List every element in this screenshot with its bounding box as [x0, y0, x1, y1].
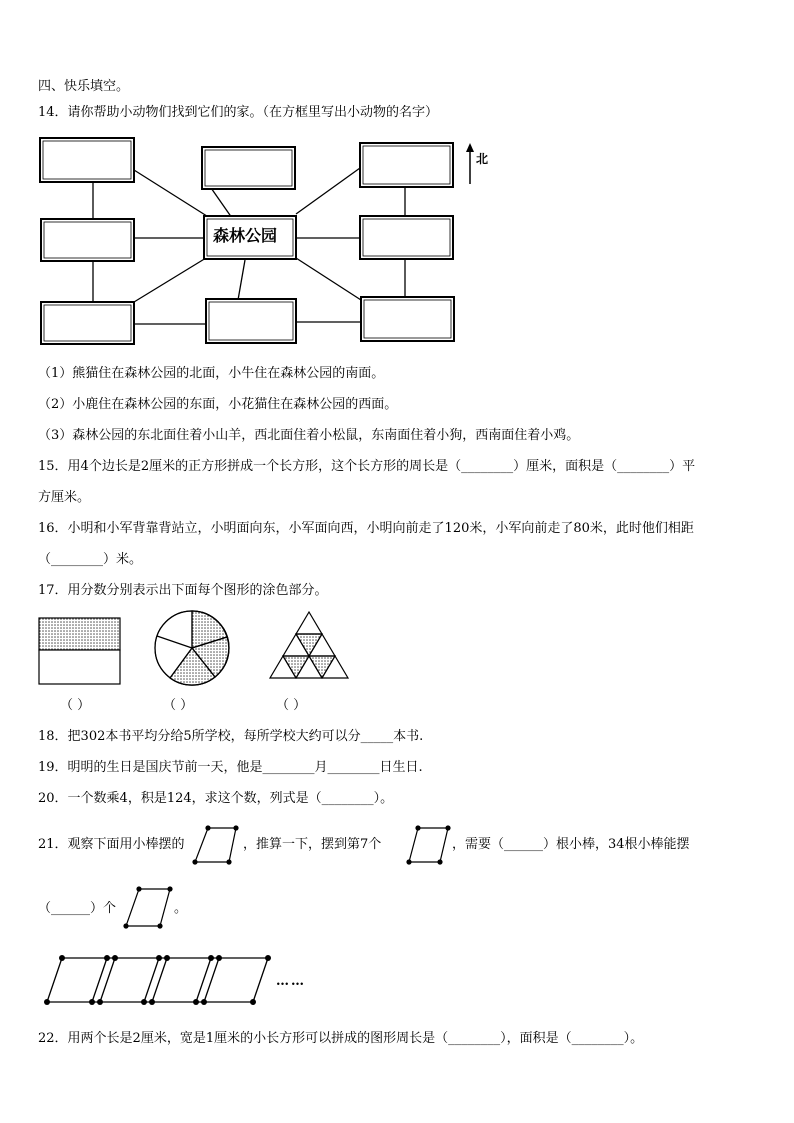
- q14-hint-1: （1）熊猫住在森林公园的北面，小牛住在森林公园的南面。: [38, 366, 385, 381]
- q20: 20．一个数乘4，积是124，求这个数，列式是（________）。: [38, 791, 394, 806]
- q16-line1: 16．小明和小军背靠背站立，小明面向东，小军面向西，小明向前走了120米，小军向前走了80米，此时他们相距: [38, 521, 694, 536]
- center-label: 森林公园: [213, 226, 278, 245]
- q16-line2: （________）米。: [38, 552, 143, 567]
- q17-answer-1[interactable]: （ ）: [60, 698, 91, 713]
- q17-stem: 17．用分数分别表示出下面每个图形的涂色部分。: [38, 583, 328, 598]
- home-box-w: [41, 219, 134, 261]
- home-box-n: [202, 147, 295, 189]
- parallelogram-icon-1: [193, 826, 238, 864]
- q21-part4: （______）个: [38, 901, 117, 916]
- q19: 19．明明的生日是国庆节前一天，他是________月________日生日.: [38, 760, 423, 775]
- q15-line1: 15．用4个边长是2厘米的正方形拼成一个长方形，这个长方形的周长是（________）厘米，面积是（________）平: [38, 459, 696, 474]
- q21-part1: 21．观察下面用小棒摆的: [38, 837, 185, 852]
- q14-stem: 14．请你帮助小动物们找到它们的家。（在方框里写出小动物的名字）: [38, 105, 439, 120]
- figure-circle: [155, 611, 229, 685]
- home-box-se: [361, 297, 454, 341]
- figure-triangle: [270, 612, 348, 678]
- q22: 22．用两个长是2厘米，宽是1厘米的小长方形可以拼成的图形周长是（________），面积是（________）。: [38, 1031, 644, 1046]
- section-title: 四、快乐填空。: [38, 79, 130, 94]
- q17-answer-2[interactable]: （ ）: [163, 698, 194, 713]
- parallelogram-icon-3: [124, 887, 172, 928]
- parallelogram-chain: [44, 955, 271, 1005]
- q18: 18．把302本书平均分给5所学校，每所学校大约可以分_____本书.: [38, 729, 424, 744]
- parallelogram-icon-2: [407, 826, 450, 864]
- home-box-s: [206, 299, 296, 343]
- north-label: 北: [476, 152, 489, 166]
- q21-ellipsis: ……: [276, 974, 306, 989]
- q14-hint-2: （2）小鹿住在森林公园的东面，小花猫住在森林公园的西面。: [38, 397, 398, 412]
- home-box-sw: [41, 302, 134, 344]
- q14-hint-3: （3）森林公园的东北面住着小山羊，西北面住着小松鼠，东南面住着小狗，西南面住着小鸡。: [38, 428, 580, 443]
- q15-line2: 方厘米。: [38, 490, 91, 505]
- q21-part2: ，推算一下，摆到第7个: [243, 837, 382, 852]
- home-box-nw: [40, 138, 134, 182]
- q21-part5: 。: [174, 901, 188, 916]
- q21-part3: ，需要（______）根小棒，34根小棒能摆: [452, 837, 690, 852]
- figure-rectangle: [39, 618, 120, 684]
- home-box-ne: [360, 143, 453, 187]
- q17-answer-3[interactable]: （ ）: [276, 698, 307, 713]
- north-arrow-icon: [466, 143, 474, 184]
- home-box-e: [360, 216, 453, 259]
